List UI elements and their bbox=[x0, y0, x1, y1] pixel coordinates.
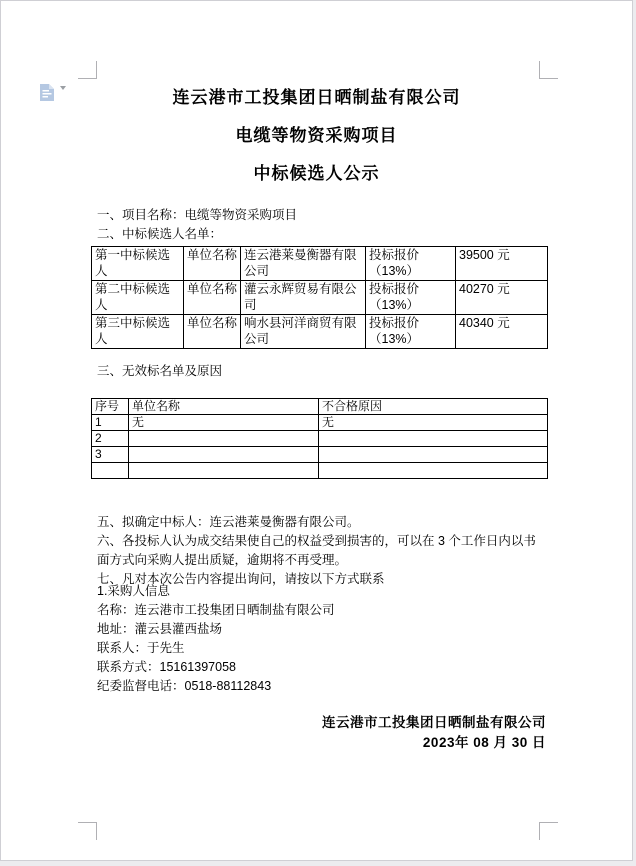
serial-cell: 3 bbox=[92, 447, 129, 463]
section-candidates-heading: 二、中标候选人名单： bbox=[97, 227, 223, 241]
unit-header-cell: 单位名称 bbox=[129, 399, 319, 415]
serial-cell bbox=[92, 463, 129, 479]
signature-block bbox=[91, 713, 546, 753]
crop-mark-bottom-right bbox=[539, 822, 558, 840]
document-title-block bbox=[1, 79, 632, 193]
price-label-cell: 投标报价（13%） bbox=[366, 247, 456, 281]
table-row bbox=[92, 463, 548, 479]
crop-mark-top-left bbox=[78, 61, 97, 79]
price-label-cell: 投标报价（13%） bbox=[366, 315, 456, 349]
table-row bbox=[92, 447, 548, 463]
company-cell: 连云港莱曼衡器有限公司 bbox=[241, 247, 366, 281]
company-cell: 灌云永辉贸易有限公司 bbox=[241, 281, 366, 315]
price-cell: 40340 元 bbox=[456, 315, 548, 349]
section-project-name: 一、项目名称：电缆等物资采购项目 bbox=[97, 208, 298, 222]
serial-header-cell: 序号 bbox=[92, 399, 129, 415]
price-cell: 40270 元 bbox=[456, 281, 548, 315]
unit-label-cell: 单位名称 bbox=[184, 247, 241, 281]
unit-cell bbox=[129, 447, 319, 463]
table-row bbox=[92, 415, 548, 431]
candidate-rank-cell: 第一中标候选人 bbox=[92, 247, 184, 281]
purchaser-info-block bbox=[97, 582, 546, 696]
section-winner: 五、拟确定中标人：连云港莱曼衡器有限公司。 bbox=[97, 515, 360, 529]
purchaser-address: 地址：灌云县灌西盐场 bbox=[97, 622, 223, 636]
unit-label-cell: 单位名称 bbox=[184, 281, 241, 315]
signature-date: 2023年 08 月 30 日 bbox=[422, 735, 546, 750]
section-objection: 六、各投标人认为成交结果使自己的权益受到损害的，可以在 3 个工作日内以书面方式向采购人提出质疑，逾期将不再受理。 bbox=[97, 534, 536, 567]
unit-label-cell: 单位名称 bbox=[184, 315, 241, 349]
title-project-line: 电缆等物资采购项目 bbox=[235, 126, 398, 145]
table-row bbox=[92, 281, 548, 315]
purchaser-name: 名称：连云港市工投集团日晒制盐有限公司 bbox=[97, 603, 335, 617]
purchaser-contact-person: 联系人：于先生 bbox=[97, 641, 185, 655]
crop-mark-bottom-left bbox=[78, 822, 97, 840]
purchaser-heading: 1.采购人信息 bbox=[97, 584, 170, 598]
company-cell: 响水县河洋商贸有限公司 bbox=[241, 315, 366, 349]
signature-company: 连云港市工投集团日晒制盐有限公司 bbox=[322, 715, 546, 730]
table-row bbox=[92, 431, 548, 447]
table-row bbox=[92, 247, 548, 281]
unit-cell: 无 bbox=[129, 415, 319, 431]
price-label-cell: 投标报价（13%） bbox=[366, 281, 456, 315]
candidates-table bbox=[91, 246, 548, 349]
candidate-rank-cell: 第二中标候选人 bbox=[92, 281, 184, 315]
title-company-line: 连云港市工投集团日晒制盐有限公司 bbox=[172, 88, 461, 107]
table-row bbox=[92, 315, 548, 349]
reason-cell bbox=[319, 463, 548, 479]
serial-cell: 1 bbox=[92, 415, 129, 431]
section-inquiry: 七、凡对本次公告内容提出询问，请按以下方式联系 bbox=[97, 572, 385, 586]
reason-header-cell: 不合格原因 bbox=[319, 399, 548, 415]
purchaser-supervision-phone: 纪委监督电话：0518-88112843 bbox=[97, 679, 272, 693]
title-announcement-line: 中标候选人公示 bbox=[253, 164, 380, 183]
reason-cell: 无 bbox=[319, 415, 548, 431]
unit-cell bbox=[129, 431, 319, 447]
price-cell: 39500 元 bbox=[456, 247, 548, 281]
section-invalid-heading: 三、无效标名单及原因 bbox=[97, 364, 223, 378]
invalid-bids-table bbox=[91, 398, 548, 479]
table-header-row bbox=[92, 399, 548, 415]
candidate-rank-cell: 第三中标候选人 bbox=[92, 315, 184, 349]
reason-cell bbox=[319, 447, 548, 463]
reason-cell bbox=[319, 431, 548, 447]
serial-cell: 2 bbox=[92, 431, 129, 447]
purchaser-contact-phone: 联系方式：15161397058 bbox=[97, 660, 236, 674]
crop-mark-top-right bbox=[539, 61, 558, 79]
unit-cell bbox=[129, 463, 319, 479]
